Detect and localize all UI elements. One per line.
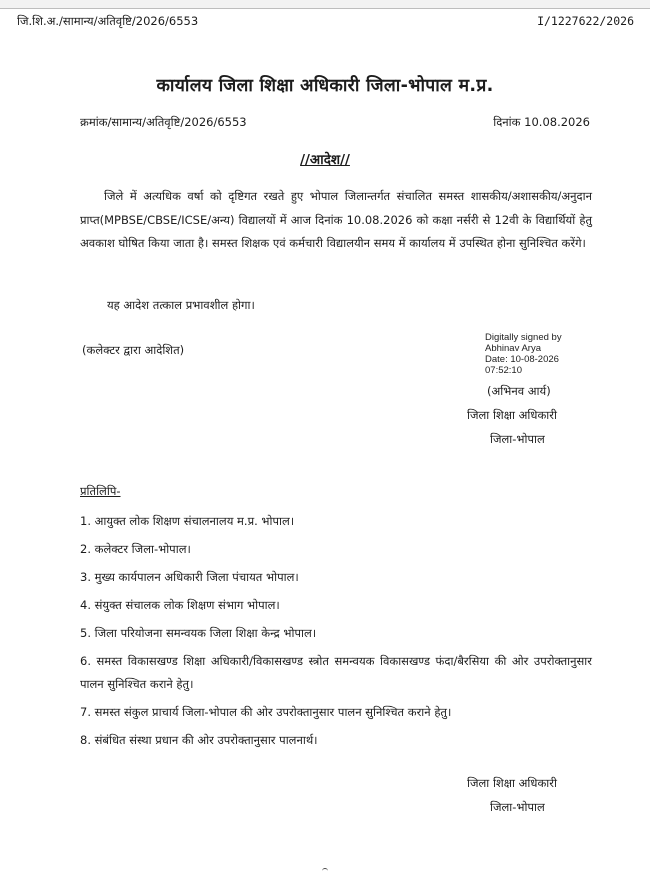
- copy-to-heading: प्रतिलिपि-: [80, 484, 121, 498]
- signatory-place: जिला-भोपाल: [490, 432, 545, 446]
- list-item: 7. समस्त संकुल प्राचार्य जिला-भोपाल की ओर उपरोक्तानुसार पालन सुनिश्चित कराने हेतु।: [80, 705, 452, 719]
- collector-note: (कलेक्टर द्वारा आदेशित): [82, 343, 185, 357]
- digital-signature-block: [485, 332, 562, 376]
- digital-signature-time: 07:52:10: [485, 365, 522, 376]
- signatory-designation: जिला शिक्षा अधिकारी: [467, 408, 557, 422]
- header-reference: जि.शि.अ./सामान्य/अतिवृष्टि/2026/6553: [17, 14, 199, 28]
- page-number-mark: [322, 868, 328, 873]
- footer-designation: जिला शिक्षा अधिकारी: [467, 776, 557, 790]
- order-heading: //आदेश//: [300, 152, 350, 168]
- digital-signature-name: Abhinav Arya: [485, 343, 541, 354]
- digital-signature-line: Digitally signed by: [485, 332, 562, 343]
- signatory-name: (अभिनव आर्य): [487, 384, 551, 398]
- order-effect-line: यह आदेश तत्काल प्रभावशील होगा।: [107, 298, 255, 312]
- list-item: 4. संयुक्त संचालक लोक शिक्षण संभाग भोपाल।: [80, 598, 280, 612]
- order-number: क्रमांक/सामान्य/अतिवृष्टि/2026/6553: [80, 115, 247, 129]
- digital-signature-date: Date: 10-08-2026: [485, 354, 559, 365]
- list-item: 1. आयुक्त लोक शिक्षण संचालनालय म.प्र. भोपाल।: [80, 514, 295, 528]
- list-item: 6. समस्त विकासखण्ड शिक्षा अधिकारी/विकासखण्ड स्त्रोत समन्वयक विकासखण्ड फंदा/बैरसिया की ओर उपरोक्तानुसार पालन सुनिश्चित कराने हेतु।: [80, 654, 592, 691]
- list-item: 8. संबंधित संस्था प्रधान की ओर उपरोक्तानुसार पालनार्थ।: [80, 733, 318, 747]
- header-document-id: I/1227622/2026: [537, 14, 634, 28]
- copy-to-list: [80, 510, 592, 757]
- list-item: 2. कलेक्टर जिला-भोपाल।: [80, 542, 191, 556]
- list-item: 3. मुख्य कार्यपालन अधिकारी जिला पंचायत भोपाल।: [80, 570, 299, 584]
- office-title: कार्यालय जिला शिक्षा अधिकारी जिला-भोपाल म.प्र.: [156, 76, 494, 96]
- page-top-border: [0, 0, 650, 9]
- order-body: जिले में अत्यधिक वर्षा को दृष्टिगत रखते हुए भोपाल जिलान्तर्गत संचालित समस्त शासकीय/अशासकीय/अनुदान प्राप्त(MPBSE/CBSE/ICSE/अन्य) विद्यालयों में आज दिनांक 10.08.2026 को कक्षा नर्सरी से 12वी के विद्यार्थियों हेतु अवकाश घोषित किया जाता है। समस्त शिक्षक एवं कर्मचारी विद्यालयीन समय में कार्यालय में उपस्थित होना सुनिश्चित करेंगे।: [80, 189, 592, 250]
- order-date: दिनांक 10.08.2026: [493, 115, 590, 129]
- list-item: 5. जिला परियोजना समन्वयक जिला शिक्षा केन्द्र भोपाल।: [80, 626, 317, 640]
- footer-place: जिला-भोपाल: [490, 800, 545, 814]
